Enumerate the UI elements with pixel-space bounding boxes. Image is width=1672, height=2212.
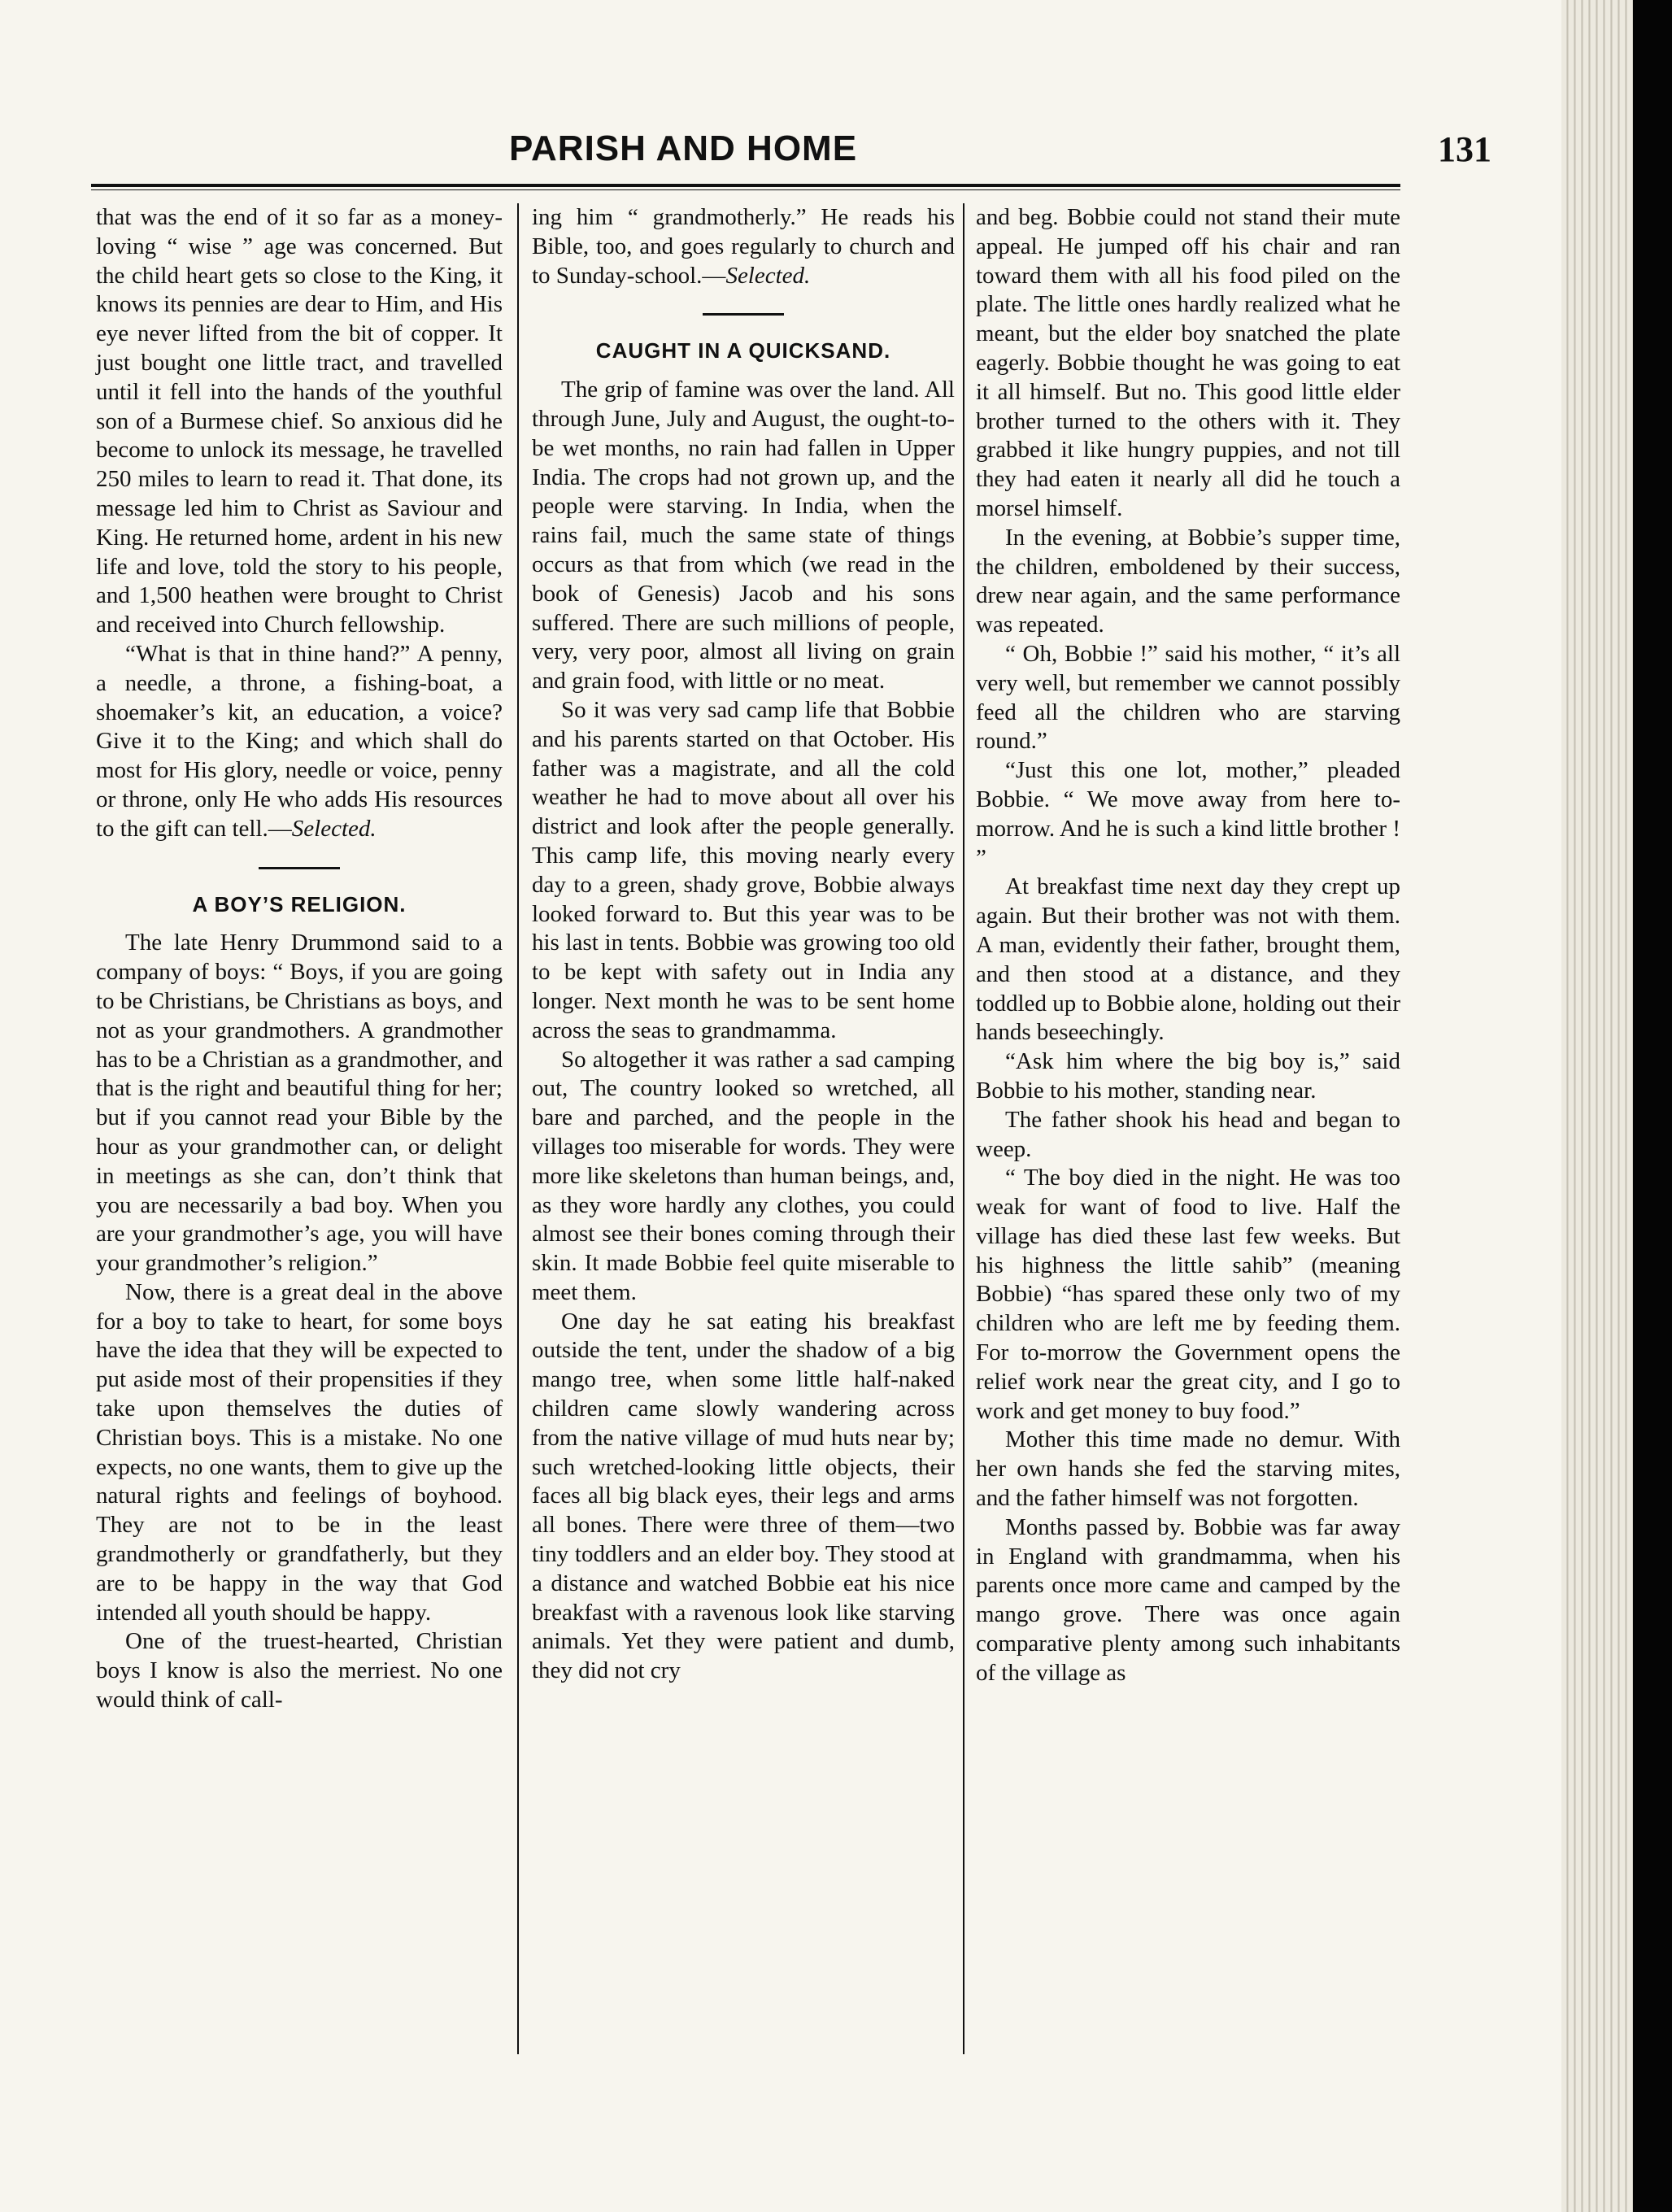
paragraph: One day he sat eating his breakfast outside the tent, under the shadow of a big mango tree, when some little half-naked children came slowly wandering across from the native village of mud huts near by; such wretched-looking little objects, their faces all big black eyes, their legs and arms all bones. There were three of them—two tiny toddlers and an elder boy. They stood at a distance and watched Bobbie eat his nice breakfast with a ravenous look like starving animals. Yet they were patient and dumb, they did not cry — [532, 1308, 955, 1684]
section-divider — [703, 313, 784, 316]
paragraph: “What is that in thine hand?” A penny, a needle, a throne, a fishing-boat, a shoemaker’s kit, an education, a voice? Give it to the King; and which shall do most for His glory, needle or voice, penny or throne, only He who adds His resources to the gift can tell.—Selected. — [96, 640, 503, 842]
section-divider — [259, 867, 340, 869]
paragraph: The father shook his head and began to weep. — [976, 1106, 1400, 1162]
paragraph: “Ask him where the big boy is,” said Bobbie to his mother, standing near. — [976, 1048, 1400, 1104]
column-3 — [976, 203, 1400, 1688]
paragraph: and beg. Bobbie could not stand their mute appeal. He jumped off his chair and ran toward them with all his food piled on the plate. The little ones hardly realized what he meant, but the elder boy snatched the plate eagerly. Bobbie thought he was going to eat it all himself. But no. This good little elder brother turned to the others with it. They grabbed it like hungry puppies, and not till they had eaten it nearly all did he touch a morsel himself. — [976, 204, 1400, 521]
paragraph: The grip of famine was over the land. All through June, July and August, the ought-to-be wet months, no rain had fallen in Upper India. The crops had not grown up, and the people were starving. In India, when the rains fail, much the same state of things occurs as that from which (we read in the book of Genesis) Jacob and his sons suffered. There are such millions of people, very, very poor, almost all living on grain and grain food, with little or no meat. — [532, 377, 955, 695]
column-divider-1 — [517, 203, 519, 2054]
paragraph: that was the end of it so far as a money-loving “ wise ” age was concerned. But the child heart gets so close to the King, it knows its pennies are dear to Him, and His eye never lifted from the bit of copper. It just bought one little tract, and travelled until it fell into the hands of the youthful son of a Burmese chief. So anxious did he become to unlock its message, he travelled 250 miles to learn to read it. That done, its message led him to Christ as Saviour and King. He returned home, ardent in his new life and love, told the story to his people, and 1,500 heathen were brought to Christ and received into Church fellowship. — [96, 204, 503, 638]
paragraph: At breakfast time next day they crept up again. But their brother was not with them. A man, evidently their father, brought them, and then stood at a distance, and they toddled up to Bobbie alone, holding out their hands beseechingly. — [976, 873, 1400, 1046]
column-divider-2 — [963, 203, 964, 2054]
paragraph: “ Oh, Bobbie !” said his mother, “ it’s all very well, but remember we cannot possibly feed all the children who are starving round.” — [976, 640, 1400, 755]
page-stack-edge — [1561, 0, 1633, 2212]
paragraph: So it was very sad camp life that Bobbie and his parents started on that October. His father was a magistrate, and all the cold weather he had to move about all over his district and look after the people generally. This camp life, this moving nearly every day to a green, shady grove, Bobbie always looked forward to. But this year was to be his last in tents. Bobbie was growing too old to be kept with safety out in India any longer. Next month he was to be sent home across the seas to grandmamma. — [532, 696, 955, 1043]
running-head-title: PARISH AND HOME — [508, 128, 858, 168]
paragraph: “Just this one lot, mother,” pleaded Bobbie. “ We move away from here to-morrow. And he is such a kind little brother ! ” — [976, 757, 1400, 871]
paragraph: “ The boy died in the night. He was too weak for want of food to live. Half the village has died these last few weeks. But his highness the little sahib” (meaning Bobbie) “has spared these only two of my children who are left me by feeding them. For to-morrow the Government opens the relief work near the great city, and I go to work and get money to buy food.” — [976, 1165, 1400, 1424]
column-1 — [96, 203, 503, 1715]
paragraph: Mother this time made no demur. With her own hands she fed the starving mites, and the father himself was not forgotten. — [976, 1426, 1400, 1512]
paragraph: Now, there is a great deal in the above for a boy to take to heart, for some boys have the idea that they will be expected to put aside most of their propensities if they take upon themselves the duties of Christian boys. This is a mistake. No one expects, no one wants, them to give up the natural rights and feelings of boyhood. They are not to be in the least grandmotherly or grandfatherly, but they are to be happy in the way that God intended all youth should be happy. — [96, 1278, 503, 1626]
paragraph: In the evening, at Bobbie’s supper time, the children, emboldened by their success, drew near again, and the same performance was repeated. — [976, 524, 1400, 638]
paragraph: The late Henry Drummond said to a company of boys: “ Boys, if you are going to be Christians, be Christians as boys, and not as your grandmothers. A grandmother has to be a Christian as a grandmother, and that is the right and beautiful thing for her; but if you cannot read your Bible by the hour as your grandmother can, or delight in meetings as she can, don’t think that you are necessarily a bad boy. When you are your grandmother’s age, you will have your grandmother’s religion.” — [96, 930, 503, 1277]
credit-selected: Selected. — [725, 262, 811, 289]
paragraph: Months passed by. Bobbie was far away in England with grandmamma, when his parents once more came and camped by the mango grove. There was once again comparative plenty among such inhabitants of the village as — [976, 1513, 1400, 1686]
article-heading-boys-religion: A BOY’S RELIGION. — [192, 891, 407, 917]
article-heading-quicksand: CAUGHT IN A QUICKSAND. — [595, 338, 891, 364]
header-rule-thin — [91, 189, 1400, 190]
page-number: 131 — [1438, 129, 1491, 169]
header-rule — [91, 184, 1400, 187]
paragraph: So altogether it was rather a sad camping out, The country looked so wretched, all bare and parched, and the people in the villages too miserable for words. They were more like skeletons than human beings, and, as they wore hardly any clothes, you could almost see their bones coming through their skin. It made Bobbie feel quite miserable to meet them. — [532, 1046, 955, 1305]
credit-selected: Selected. — [291, 815, 377, 842]
paragraph: ing him “ grandmotherly.” He reads his Bible, too, and goes regularly to church and to Sunday-school.—Selected. — [532, 204, 955, 289]
paragraph: One of the truest-hearted, Christian boys I know is also the merriest. No one would think of call- — [96, 1628, 503, 1713]
column-2 — [532, 203, 955, 1686]
